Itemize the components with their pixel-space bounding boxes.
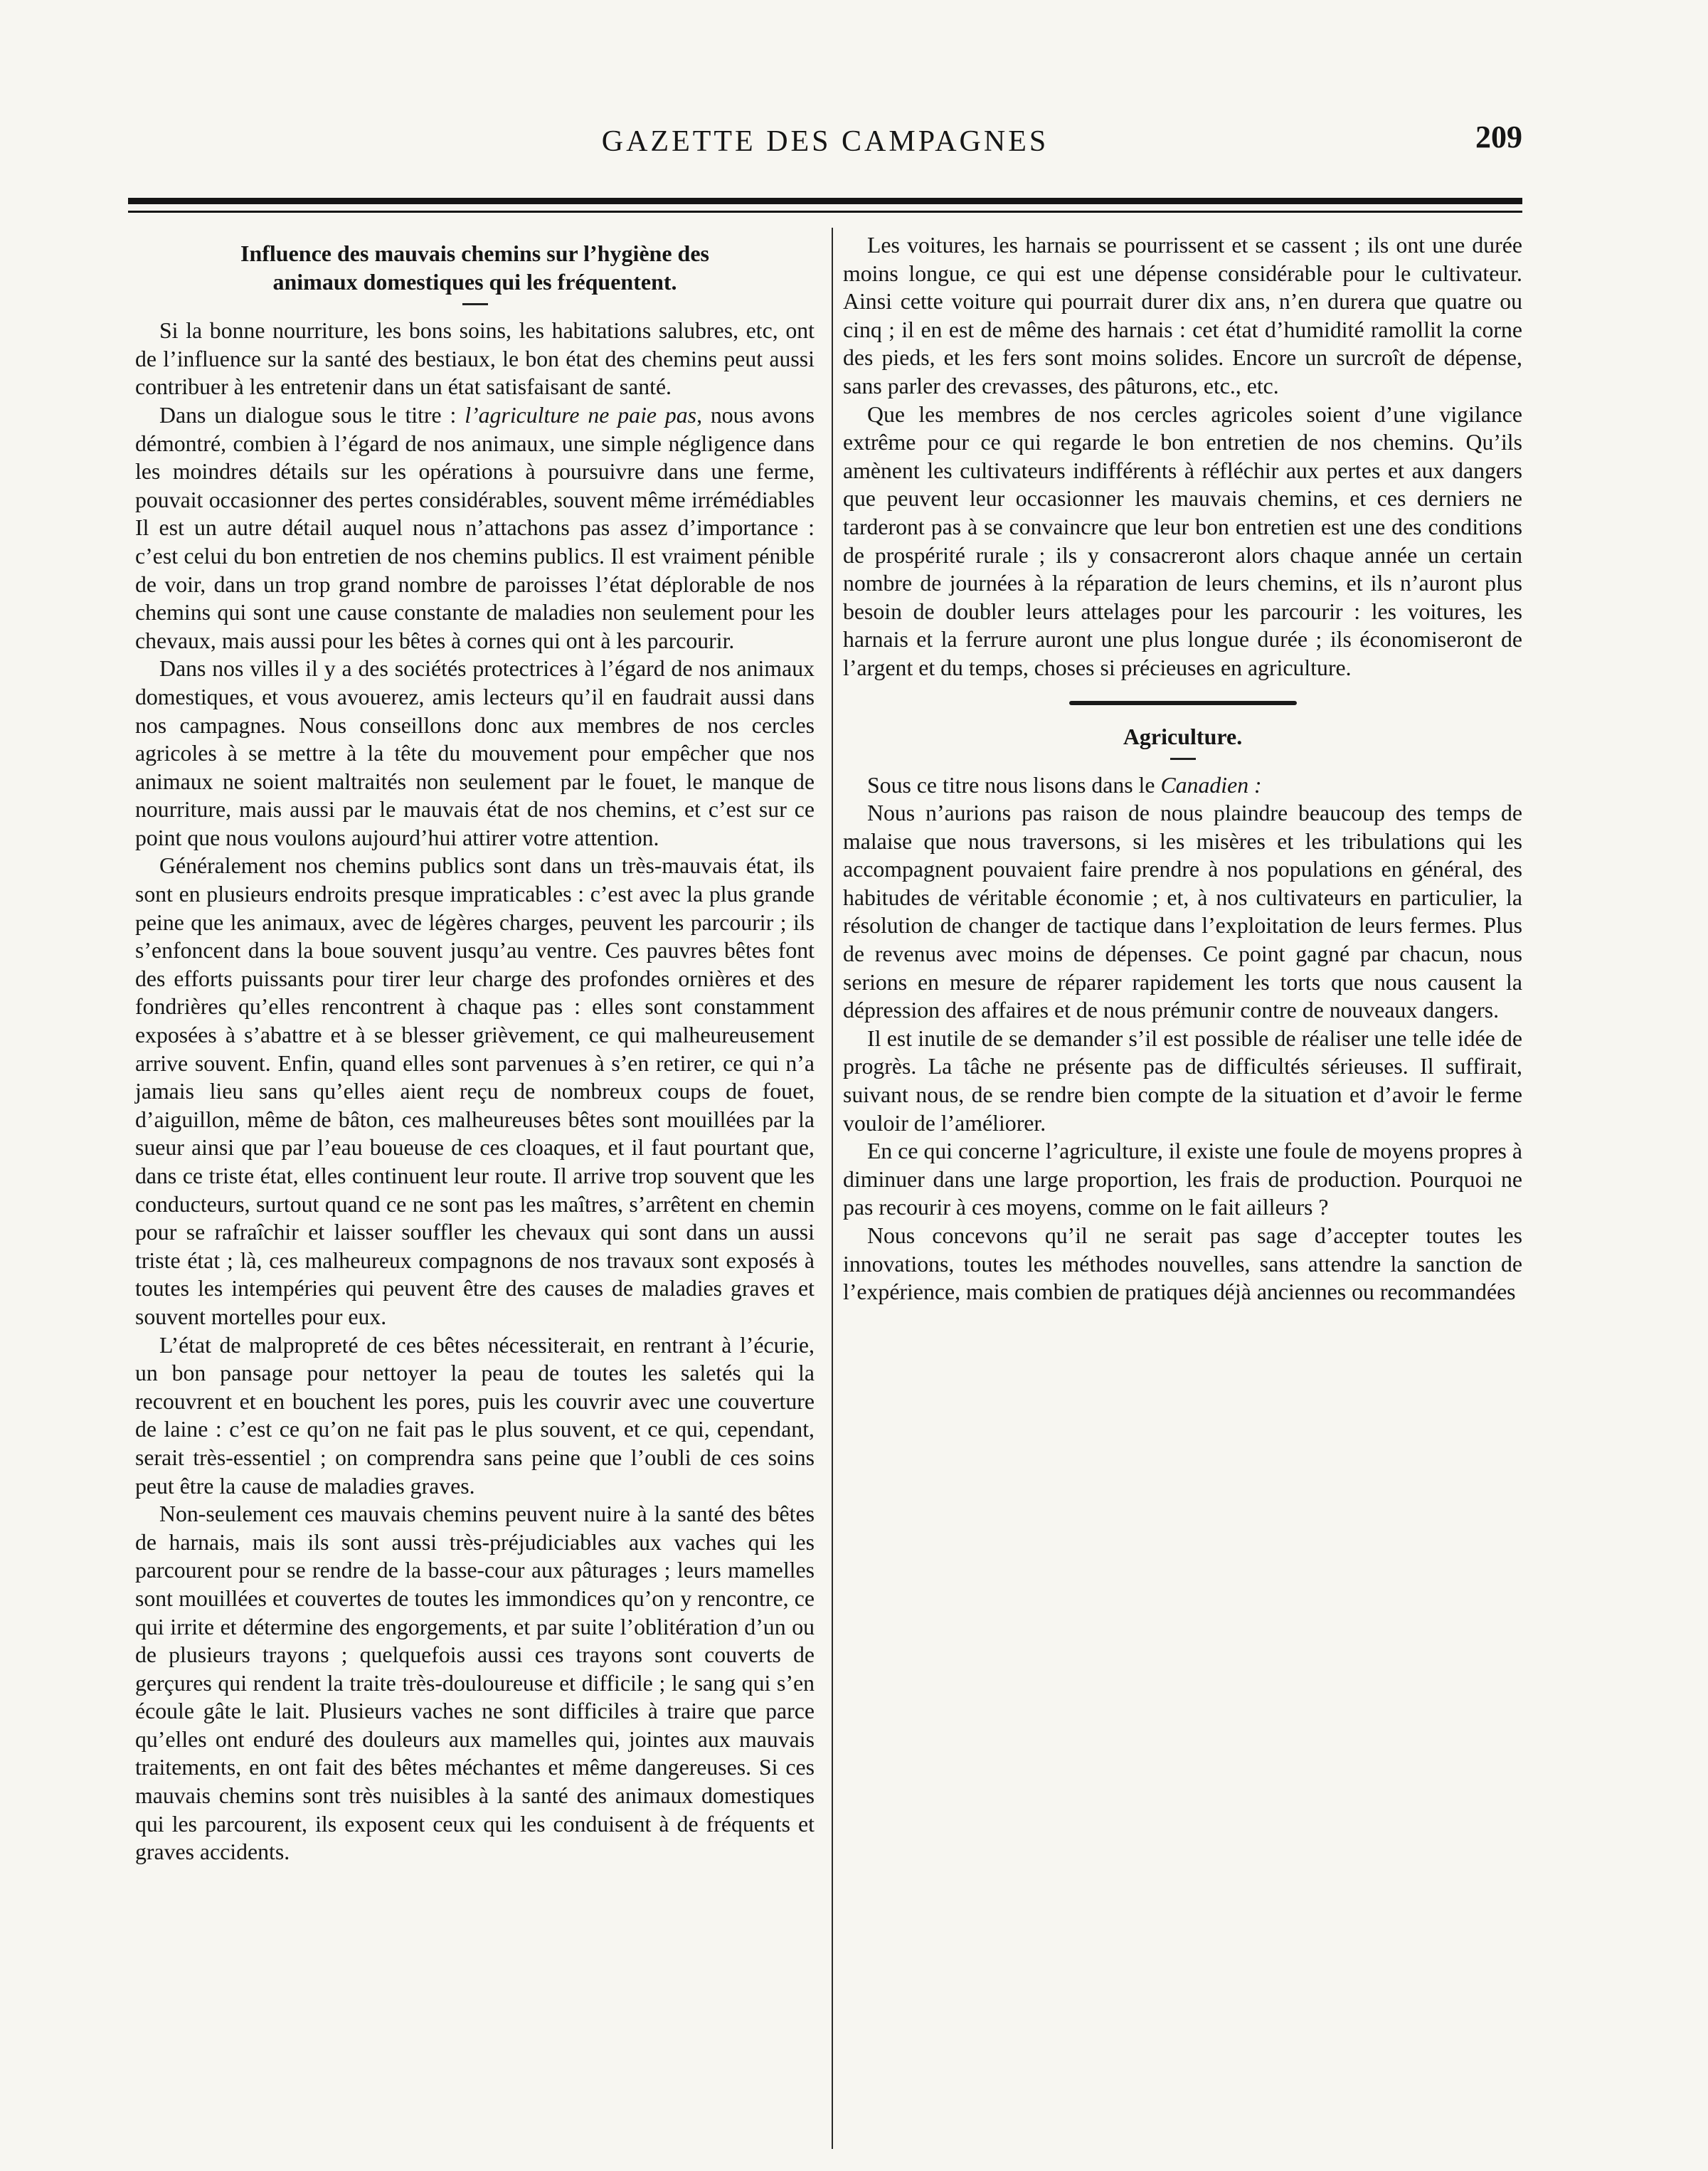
article-paragraph: L’état de malpropreté de ces bêtes nécessiterait, en rentrant à l’écurie, un bon pansage pour nettoyer la peau de toutes les saletés qui la recouvrent et en bouchent les pores, puis les couvrir avec une couverture de laine : c’est ce qu’on ne fait pas le plus souvent, et ce qui, cependant, serait très-essentiel ; on comprendra sans peine que l’oubli de ces soins peut être la cause de maladies graves. <box>135 1332 815 1499</box>
header-rule-thin <box>128 211 1522 213</box>
paragraph-text: Dans un dialogue sous le titre : <box>159 402 465 428</box>
header-rule-thick <box>128 198 1522 204</box>
article-paragraph: Dans nos villes il y a des sociétés protectrices à l’égard de nos animaux domestiques, et vous avouerez, amis lecteurs qu’il en faudrait aussi dans nos campagnes. Nous conseillons donc aux membres de nos cercles agricoles à se mettre à la tête du mouvement pour empêcher que nos animaux ne soient maltraités non seulement par le fouet, le manque de nourriture, mais aussi par le mauvais état de nos chemins, et c’est sur ce point que nous voulons aujourd’hui attirer votre attention. <box>135 656 815 850</box>
paragraph-text: , nous avons démontré, combien à l’égard de nos animaux, une simple négligence dans les moindres détails sur les opérations à poursuivre dans une ferme, pouvait occasionner des pertes considérables, souvent même irrémédiables Il est un autre détail auquel nous n’attachons pas assez d’importance : c’est celui du bon entretien de nos chemins publics. Il est vraiment pénible de voir, dans un trop grand nombre de paroisses l’état déplorable de nos chemins qui sont une cause constante de maladies non seulement pour les chevaux, mais aussi pour les bêtes à cornes qui ont à les parcourir. <box>135 402 815 653</box>
column-divider <box>832 228 833 2149</box>
article-paragraph: En ce qui concerne l’agriculture, il existe une foule de moyens propres à diminuer dans une large proportion, les frais de production. Pourquoi ne pas recourir à ces moyens, comme on le fait ailleurs ? <box>843 1139 1522 1220</box>
article-title <box>135 240 815 296</box>
left-column <box>135 231 815 1866</box>
article-paragraph: Que les membres de nos cercles agricoles soient d’une vigilance extrême pour ce qui regarde le bon entretien de nos chemins. Qu’ils amènent les cultivateurs indifférents à réfléchir aux pertes et aux dangers que peuvent leur occasionner les mauvais chemins, et ces derniers ne tarderont pas à se convaincre que leur bon entretien est une des conditions de prospérité rurale ; ils y consacreront alors chaque année un certain nombre de journées à la réparation de leurs chemins, et ils n’auront plus besoin de doubler leurs attelages pour les parcourir : les voitures, les harnais et la ferrure auront une plus longue durée ; ils économiseront de l’argent et du temps, choses si précieuses en agriculture. <box>843 401 1522 680</box>
page-header <box>128 120 1522 174</box>
page-number: 209 <box>1475 120 1522 154</box>
article-paragraph: Les voitures, les harnais se pourrissent et se cassent ; ils ont une durée moins longue, ce qui est une dépense considérable pour le cultivateur. Ainsi cette voiture qui pourrait durer dix ans, n’en durera que quatre ou cinq ; il en est de même des harnais : cet état d’humidité ramollit la corne des pieds, et les fers sont moins solides. Encore un surcroît de dépense, sans parler des crevasses, des pâturons, etc., etc. <box>843 233 1522 398</box>
right-column <box>843 231 1522 1306</box>
article-paragraph-continued: Non-seulement ces mauvais chemins peuvent nuire à la santé des bêtes de harnais, mais ils sont aussi très-préjudiciables aux vaches qui les parcourent pour se rendre de la basse-cour aux pâturages ; leurs mamelles sont mouillées et couvertes de toutes les immondices qu’on y rencontre, ce qui irrite et détermine des engorgements, et par suite l’oblitération d’un ou de plusieurs trayons ; quelquefois aussi ces trayons sont couverts de gerçures qui rendent la traite très-douloureuse et difficile ; le sang qui s’en écoule gâte le lait. Plusieurs vaches ne sont difficiles à traire que parce qu’elles ont enduré des douleurs aux mamelles qui, jointes aux mauvais traitements, en ont fait des bêtes méchantes et même dangereuses. Si ces mauvais chemins sont très nuisibles à la santé des animaux domestiques qui les parcourent, ils exposent ceux qui les conduisent à de fréquents et graves accidents. <box>135 1501 815 1865</box>
running-title: GAZETTE DES CAMPAGNES <box>601 125 1049 158</box>
article-paragraph: Nous concevons qu’il ne serait pas sage d’accepter toutes les innovations, toutes les méthodes nouvelles, sans attendre la sanction de l’expérience, mais combien de pratiques déjà anciennes ou recommandées <box>843 1223 1522 1305</box>
article-paragraph: Nous n’aurions pas raison de nous plaindre beaucoup des temps de malaise que nous traversons, si les misères et les tribulations qui les accompagnent pouvaient faire prendre à nos populations en général, des habitudes de véritable économie ; et, à nos cultivateurs en particulier, la résolution de changer de tactique dans l’exploitation de leurs fermes. Plus de revenus avec moins de dépenses. Ce point gagné par chacun, nous serions en mesure de réparer rapidement les torts que nous causent la dépression des affaires et de nous prémunir contre de nouveaux dangers. <box>843 801 1522 1023</box>
section-title: Agriculture. <box>1123 723 1243 749</box>
intro-line <box>843 771 1522 800</box>
article-title-line-2: animaux domestiques qui les fréquentent. <box>272 268 677 295</box>
title-dash <box>1170 758 1196 760</box>
article-paragraph: Généralement nos chemins publics sont dans un très-mauvais état, ils sont en plusieurs endroits presque impraticables : c’est avec la plus grande peine que les animaux, avec de légères charges, peuvent les parcourir ; ils s’enfoncent dans la boue souvent jusqu’au ventre. Ces pauvres bêtes font des efforts puissants pour tirer leur charge des profondes ornières et des fondrières qu’elles rencontrent à chaque pas : elles sont constamment exposées à s’abattre et à se blesser grièvement, ce qui malheureusement arrive souvent. Enfin, quand elles sont parvenues à s’en retirer, ce qui n’a jamais lieu sans qu’elles aient reçu de nombreux coups de fouet, d’aiguillon, même de bâton, ces malheureuses bêtes sont mouillées par la sueur ainsi que par l’eau boueuse de ces cloaques, et il faut pourtant que, dans ce triste état, elles continuent leur route. Il arrive trop souvent que les conducteurs, surtout quand ce ne sont pas les maîtres, s’arrêtent en chemin pour se rafraîchir et laisser souffler les chevaux qui sont dans un aussi triste état ; là, ces malheureux compagnons de nos travaux sont exposés à toutes les intempéries qui peuvent être des causes de maladies graves et souvent mortelles pour eux. <box>135 853 815 1329</box>
section-divider <box>1069 701 1297 705</box>
italic-title: l’agriculture ne paie pas <box>465 402 697 428</box>
title-dash <box>462 303 488 305</box>
article-paragraph: Il est inutile de se demander s’il est possible de réaliser une telle idée de progrès. La tâche ne présente pas de difficultés sérieuses. Il suffirait, suivant nous, de se rendre bien compte de la situation et d’avoir le ferme vouloir de l’améliorer. <box>843 1025 1522 1136</box>
article-title-line-1: Influence des mauvais chemins sur l’hygiène des <box>240 241 709 266</box>
article-paragraph: Si la bonne nourriture, les bons soins, les habitations salubres, etc, ont de l’influence sur la santé des bestiaux, le bon état des chemins peut aussi contribuer à les entretenir dans un état satisfaisant de santé. <box>135 318 815 400</box>
source-name: Canadien : <box>1160 772 1262 798</box>
intro-text: Sous ce titre nous lisons dans le <box>867 772 1161 798</box>
article-paragraph <box>135 401 815 655</box>
